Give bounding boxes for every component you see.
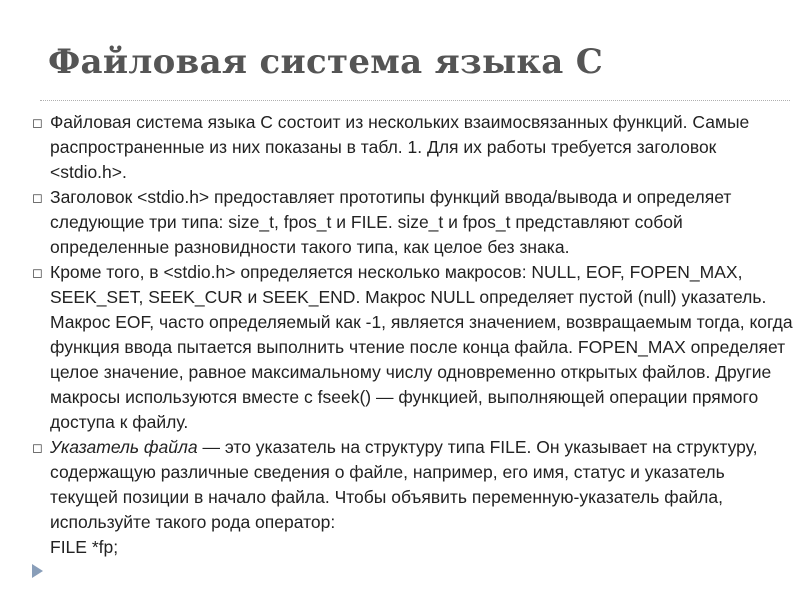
bullet-icon: ◻ bbox=[32, 190, 43, 205]
bullet-paragraph-2 bbox=[32, 185, 794, 260]
code-text: FILE *fp; bbox=[50, 537, 119, 557]
bullet-paragraph-1 bbox=[32, 110, 794, 185]
bullet-icon: ◻ bbox=[32, 115, 43, 130]
paragraph-text: Кроме того, в <stdio.h> определяется несколько макросов: NULL, EOF, FOPEN_MAX, SEEK_SET, SEEK_CUR и SEEK_END. Макрос NULL определяет пустой (null) указатель. Макрос EOF, часто определяемый как -1, является значением, возвращаемым тогда, когда функция ввода пытается выполнить чтение после конца файла. FOPEN_MAX определяет целое значение, равное максимальному числу одновременно открытых файлов. Другие макросы используются вместе с fseek() — функцией, выполняющей операции прямого доступа к файлу. bbox=[50, 262, 793, 432]
paragraph-text: Заголовок <stdio.h> предоставляет прототипы функций ввода/вывода и определяет следующие три типа: size_t, fpos_t и FILE. size_t и fpos_t представляют собой определенные разновидности такого типа, как целое без знака. bbox=[50, 187, 732, 257]
title-divider bbox=[40, 100, 790, 101]
paragraph-text: — это указатель на структуру типа FILE. Он указывает на структуру, содержащую различные сведения о файле, например, его имя, статус и указатель текущей позиции в начало файла. Чтобы объявить переменную-указатель файла, используйте такого рода оператор: bbox=[50, 437, 758, 532]
slide-title: Файловая система языка С bbox=[48, 42, 604, 82]
slide-body bbox=[32, 110, 794, 560]
bullet-icon: ◻ bbox=[32, 265, 43, 280]
bullet-icon: ◻ bbox=[32, 440, 43, 455]
bullet-paragraph-4 bbox=[32, 435, 794, 535]
play-arrow-icon bbox=[32, 564, 43, 578]
emphasis-term: Указатель файла bbox=[50, 437, 198, 457]
paragraph-text: Файловая система языка С состоит из нескольких взаимосвязанных функций. Самые распространенные из них показаны в табл. 1. Для их работы требуется заголовок <stdio.h>. bbox=[50, 112, 750, 182]
code-line bbox=[32, 535, 794, 560]
bullet-paragraph-3 bbox=[32, 260, 794, 435]
